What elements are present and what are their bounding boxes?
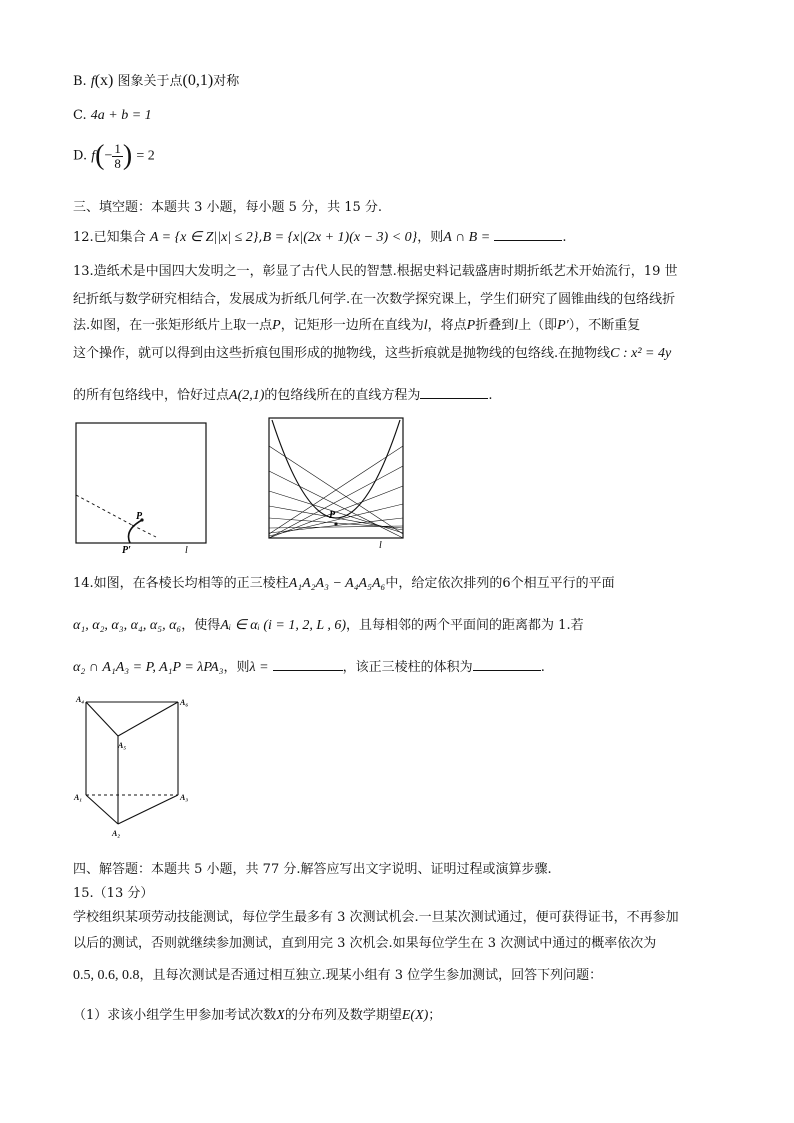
paper-rectangle — [76, 423, 206, 543]
svg-text:A₂: A₂ — [112, 829, 121, 838]
edge-a2-a3 — [118, 795, 178, 824]
fold-crease — [76, 495, 132, 525]
svg-text:A₁: A₁ — [74, 793, 83, 802]
answer-blank — [473, 658, 541, 671]
section-4-heading: 四、解答题：本题共 5 小题，共 77 分.解答应写出文字说明、证明过程或演算步骤. — [73, 862, 552, 877]
edge-a4-a5 — [86, 702, 118, 736]
fold-arrow — [129, 520, 143, 543]
question-15-part-1: （1）求该小组学生甲参加考试次数X的分布列及数学期望E(X)； — [73, 1008, 442, 1023]
question-13-line-3: 法.如图，在一张矩形纸片上取一点P，记矩形一边所在直线为l，将点P折叠到l上（即P′），不断重复 — [73, 318, 641, 333]
svg-text:P: P — [329, 510, 336, 521]
question-13-line-2: 纪折纸与数学研究相结合，发展成为折纸几何学.在一次数学探究课上，学生们研究了圆锥曲线的包络线折 — [73, 292, 676, 307]
svg-text:A₃: A₃ — [180, 793, 189, 802]
section-3-heading: 三、填空题：本题共 3 小题，每小题 5 分，共 15 分. — [73, 200, 383, 215]
question-15-line-1: 学校组织某项劳动技能测试，每位学生最多有 3 次测试机会.一旦某次测试通过，便可获得证书，不再参加 — [73, 910, 679, 925]
envelope-figure — [262, 416, 412, 554]
answer-blank — [273, 658, 343, 671]
question-14-line-1: 14.如图，在各棱长均相等的正三棱柱A₁A₂A₃ − A₄A₅A₆中，给定依次排列的6个相互平行的平面 — [73, 576, 615, 591]
answer-blank — [420, 386, 488, 399]
parabola — [272, 420, 400, 518]
question-14-line-2: α₁, α₂, α₃, α₄, α₅, α₆，使得Aᵢ ∈ αᵢ (i = 1, 2, L , 6)，且每相邻的两个平面间的距离都为 1.若 — [73, 618, 584, 633]
folding-figure — [72, 420, 212, 555]
svg-text:l: l — [379, 540, 382, 551]
option-c: C. 4a + b = 1 — [73, 108, 152, 123]
question-13-line-4: 这个操作，就可以得到由这些折痕包围形成的抛物线，这些折痕就是抛物线的包络线.在抛物线C : x² = 4y — [73, 346, 672, 361]
svg-text:A₅: A₅ — [118, 741, 127, 750]
edge-a1-a2 — [86, 795, 118, 824]
question-15-line-3: 0.5, 0.6, 0.8，且每次测试是否通过相互独立.现某小组有 3 位学生参加测试，回答下列问题： — [73, 968, 603, 983]
svg-text:A₄: A₄ — [76, 695, 85, 704]
question-15-title: 15.（13 分） — [73, 886, 154, 901]
edge-a6-a5 — [118, 702, 178, 736]
svg-text:l: l — [185, 545, 188, 555]
svg-text:P: P — [136, 511, 143, 522]
question-13-line-5: 的所有包络线中，恰好过点A(2,1)的包络线所在的直线方程为 . — [73, 388, 493, 403]
question-12: 12.已知集合 A = {x ∈ Z||x| ≤ 2},B = {x|(2x + 1)(x − 3) < 0}，则A ∩ B = . — [73, 230, 567, 245]
fold-crease — [132, 525, 156, 537]
point-p — [334, 522, 337, 525]
svg-text:A₆: A₆ — [180, 698, 189, 707]
svg-text:P′: P′ — [122, 545, 131, 555]
option-d: D. f(− $\frac{1}{8}$ ) = 2 — [73, 140, 155, 171]
question-15-line-2: 以后的测试，否则就继续参加测试，直到用完 3 次机会.如果每位学生在 3 次测试中通过的概率依次为 — [73, 936, 657, 951]
option-b: B. f(x) 图象关于点(0,1)对称 — [73, 72, 240, 89]
question-14-line-3: α₂ ∩ A₁A₃ = P, A₁P = λPA₃，则λ = ，该正三棱柱的体积为 . — [73, 660, 545, 675]
answer-blank — [494, 228, 562, 241]
prism-figure — [72, 690, 202, 840]
fraction: $\frac{1}{8}$ — [114, 140, 121, 171]
question-13-line-1: 13.造纸术是中国四大发明之一，彰显了古代人民的智慧.根据史料记载盛唐时期折纸艺术开始流行，19 世 — [73, 264, 678, 279]
